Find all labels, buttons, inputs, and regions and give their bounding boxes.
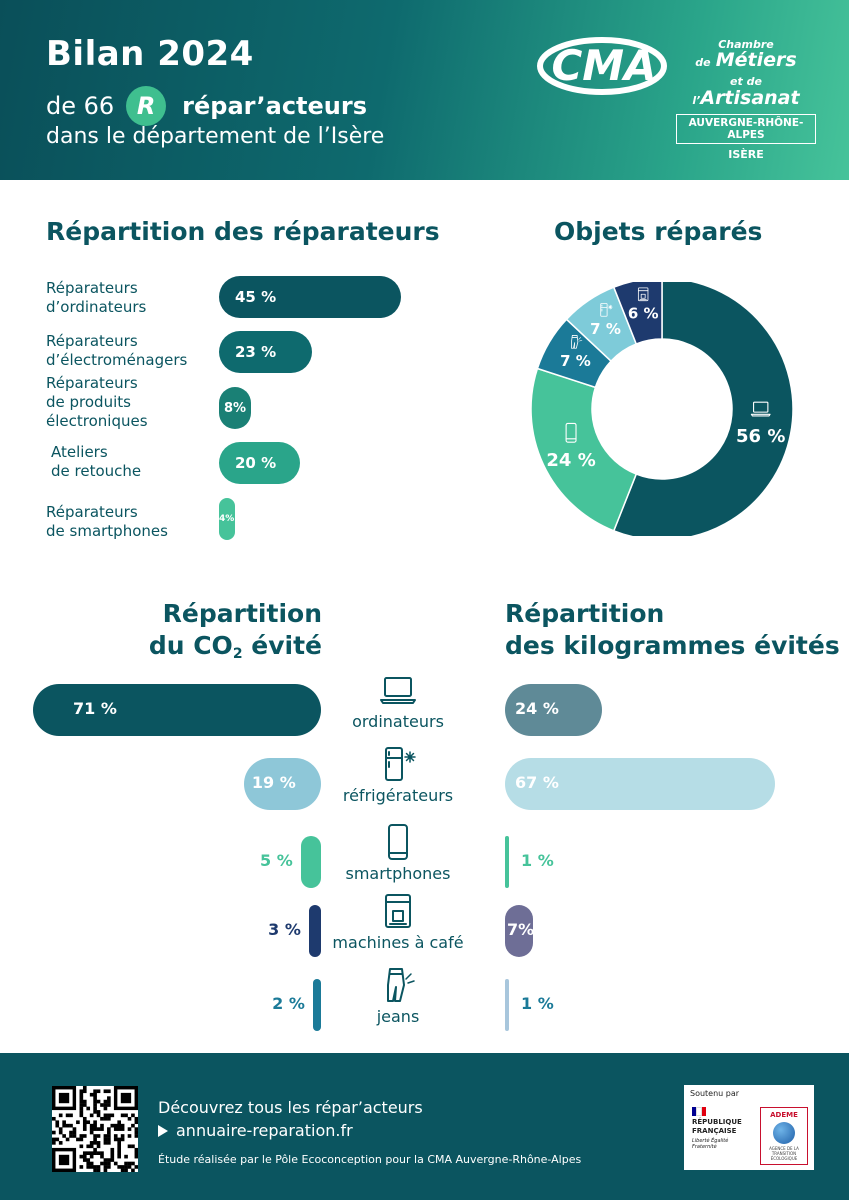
repartition-label: Réparateurs de produits électroniques — [46, 374, 148, 430]
footer-link[interactable] — [158, 1121, 353, 1140]
laptop-icon — [378, 670, 418, 710]
rf-line2: FRANÇAISE — [692, 1127, 737, 1135]
co2-value: 3 % — [268, 920, 301, 939]
repartition-bar — [219, 387, 251, 429]
rf-motto: Liberté Égalité Fraternité — [692, 1138, 729, 1150]
kg-value: 24 % — [515, 699, 559, 718]
count-text: de 66 — [46, 92, 115, 120]
repartition-bar — [219, 498, 235, 540]
footer — [0, 1053, 849, 1200]
french-flag-icon — [692, 1107, 706, 1116]
subtitle-line — [46, 86, 367, 126]
republique-francaise-logo — [692, 1107, 754, 1150]
repartition-label: Ateliers de retouche — [51, 443, 142, 480]
co2-value: 5 % — [259, 851, 293, 870]
co2-title — [60, 598, 322, 670]
dept-label: ISÈRE — [728, 148, 764, 161]
region-badge: AUVERGNE-RHÔNE-ALPES — [676, 114, 816, 144]
repartition-title: Répartition des réparateurs — [46, 217, 440, 246]
repartition-bar — [219, 331, 312, 373]
org-name — [676, 38, 816, 161]
co2-value: 2 % — [272, 994, 305, 1013]
page-title: Bilan 2024 — [46, 34, 254, 74]
subject-text: répar’acteurs — [182, 92, 367, 120]
co2-value: 19 % — [251, 773, 296, 792]
co2-title-line1: Répartition — [162, 599, 322, 628]
repartition-label: Réparateurs d’ordinateurs — [46, 279, 147, 316]
footer-credit: Étude réalisée par le Pôle Ecoconception pour la CMA Auvergne-Rhône-Alpes — [158, 1153, 582, 1166]
donut-label: 6 % — [627, 304, 659, 323]
svg-text:CMA: CMA — [551, 41, 657, 90]
category-label: réfrigérateurs — [342, 786, 454, 805]
donut-label: 7 % — [560, 351, 591, 370]
ademe-logo — [760, 1107, 808, 1165]
ademe-title: ADEME — [770, 1111, 798, 1119]
co2-title-sub: 2 — [232, 646, 243, 662]
category-label: jeans — [376, 1007, 420, 1026]
kg-title-line1: Répartition — [505, 599, 665, 628]
kg-title-line2: des kilogrammes évités — [505, 631, 840, 660]
ademe-subtitle: AGENCE DE LA TRANSITION ÉCOLOGIQUE — [769, 1146, 799, 1161]
repartition-value: 45 % — [235, 288, 277, 306]
org-small-2: et de l’ — [692, 75, 762, 107]
org-big-2: Artisanat — [700, 87, 800, 109]
kg-value: 7% — [507, 920, 535, 939]
kg-value: 1 % — [521, 851, 554, 870]
rf-line1: RÉPUBLIQUE — [692, 1118, 742, 1126]
kg-title — [505, 598, 840, 662]
org-big-1: Métiers — [715, 49, 797, 71]
category-label: machines à café — [332, 933, 464, 952]
repartition-label: Réparateurs d’électroménagers — [46, 332, 188, 369]
support-box — [684, 1085, 814, 1170]
support-title: Soutenu par — [690, 1089, 740, 1098]
repartition-label: Réparateurs de smartphones — [46, 503, 168, 540]
co2-title-b: évité — [242, 631, 322, 660]
qr-code[interactable] — [52, 1086, 138, 1172]
category-label: ordinateurs — [352, 712, 444, 731]
donut-label: 24 % — [546, 449, 596, 471]
repartition-bar — [219, 442, 300, 484]
repartition-value: 23 % — [235, 343, 277, 361]
org-small-1b: de — [695, 56, 711, 69]
donut-label: 56 % — [736, 425, 786, 447]
repartition-value: 8% — [224, 400, 247, 416]
cma-logo — [536, 30, 672, 100]
globe-icon — [773, 1122, 795, 1144]
fridge-icon — [378, 744, 418, 784]
org-small-1: Chambre — [718, 38, 774, 51]
category-label: smartphones — [345, 864, 451, 883]
objets-donut-chart — [526, 282, 798, 536]
footer-cta: Découvrez tous les répar’acteurs — [158, 1098, 423, 1117]
repartition-bar — [219, 276, 401, 318]
coffee-machine-icon — [378, 891, 418, 931]
kg-value: 1 % — [521, 994, 554, 1013]
header-banner — [0, 0, 849, 180]
repartition-value: 4% — [219, 514, 235, 524]
kg-bar — [505, 836, 509, 888]
footer-url[interactable]: annuaire-reparation.fr — [176, 1121, 353, 1140]
department-text: dans le département de l’Isère — [46, 124, 385, 149]
smartphone-icon — [378, 822, 418, 862]
co2-title-line2 — [60, 630, 322, 670]
repartition-value: 20 % — [235, 454, 277, 472]
co2-value: 71 % — [73, 699, 117, 718]
arrow-right-icon — [158, 1125, 168, 1137]
reparacteurs-badge-icon: R — [126, 86, 166, 126]
kg-value: 67 % — [515, 773, 559, 792]
jeans-icon — [378, 965, 418, 1005]
co2-title-a: du CO — [148, 631, 233, 660]
objets-title: Objets réparés — [554, 217, 763, 246]
kg-bar — [505, 979, 509, 1031]
donut-label: 7 % — [590, 319, 621, 338]
